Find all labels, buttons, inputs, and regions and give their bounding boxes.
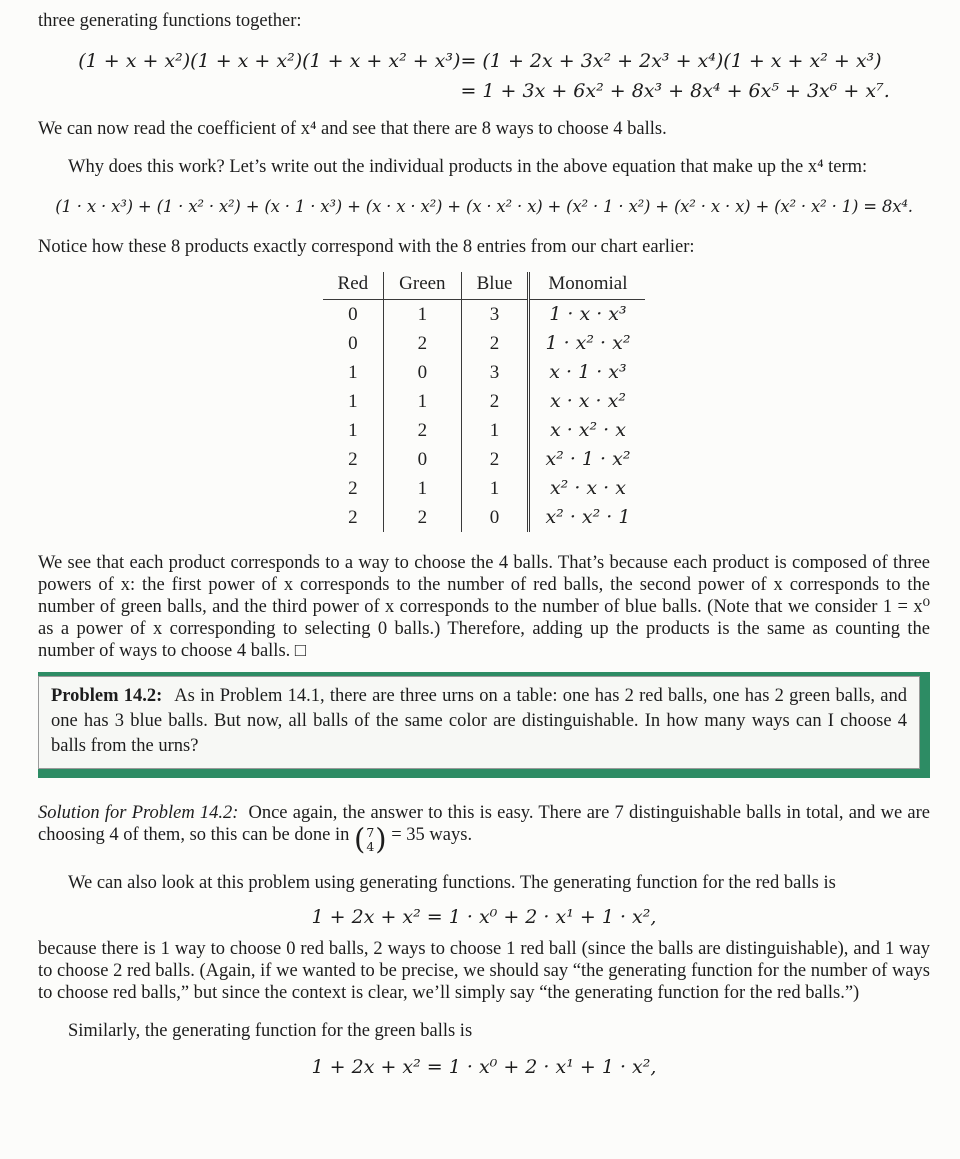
cell-green: 2 [384, 503, 461, 532]
binomial-stack [365, 826, 375, 854]
solution-paragraph [38, 802, 930, 854]
para-coefficient: We can now read the coefficient of x⁴ and see that there are 8 ways to choose 4 balls. [38, 119, 667, 139]
cell-monomial: x · 1 · x³ [529, 358, 646, 387]
equation-eight-products: (1 · x · x³) + (1 · x² · x²) + (x · 1 · x³) + (x · x · x²) + (x · x² · x) + (x² · 1 · x²) + (x² · x · x) + (x² · x² · 1) = 8x⁴. [55, 197, 913, 216]
cell-red: 1 [323, 416, 384, 445]
para-notice: Notice how these 8 products exactly correspond with the 8 entries from our chart earlier: [38, 237, 695, 257]
table-row [323, 416, 646, 445]
table-row [323, 358, 646, 387]
table-row [323, 329, 646, 358]
binomial-bottom: 4 [366, 838, 375, 854]
cell-monomial: x · x² · x [529, 416, 646, 445]
solution-text-after: = 35 ways. [386, 825, 473, 845]
cell-blue: 2 [489, 449, 500, 470]
table-header-row [323, 272, 646, 300]
equation-product-expansion [38, 46, 930, 106]
binomial-close-paren: ) [375, 822, 387, 856]
column-header-monomial: Monomial [529, 272, 646, 300]
cell-red: 2 [323, 474, 384, 503]
para-wesee: We see that each product corresponds to a way to choose the 4 balls. That’s because each product is composed of three powers of x: the first power of x corresponds to the number of red balls, the second power of x corresponds to the number of green balls, and the third power of x corresponds to the number of blue balls. (Note that we consider 1 = x⁰ as a power of x corresponding to selecting 0 balls.) Therefore, adding up the products is the same as counting the number of ways to choose 4 balls. □ [38, 553, 930, 661]
problem-box [38, 676, 920, 769]
cell-green: 1 [384, 300, 461, 330]
equation-rhs-line1: = (1 + 2x + 3x² + 2x³ + x⁴)(1 + x + x² + x³) [460, 50, 882, 72]
cell-blue: 1 [489, 478, 500, 499]
cell-red: 0 [323, 300, 384, 330]
cell-blue: 0 [489, 507, 500, 528]
cell-blue: 3 [489, 362, 500, 383]
problem-label: Problem 14.2: [51, 686, 163, 706]
cell-monomial: x² · x · x [529, 474, 646, 503]
column-header-blue: Blue [461, 272, 529, 300]
equation-red-gf: 1 + 2x + x² = 1 · x⁰ + 2 · x¹ + 1 · x², [311, 906, 657, 928]
cell-blue: 3 [489, 304, 500, 325]
cell-green: 0 [384, 445, 461, 474]
cell-green: 0 [384, 358, 461, 387]
table-row [323, 503, 646, 532]
cell-blue: 2 [489, 391, 500, 412]
cell-green: 2 [384, 416, 461, 445]
solution-label: Solution for Problem 14.2: [38, 803, 239, 823]
problem-text: As in Problem 14.1, there are three urns on a table: one has 2 red balls, one has 2 green balls, and one has 3 blue balls. But now, all balls of the same color are distinguishable. In how many ways can I choose 4 balls from the urns? [51, 686, 908, 756]
table-row [323, 445, 646, 474]
cell-green: 2 [384, 329, 461, 358]
cell-blue: 2 [489, 333, 500, 354]
para-similarly: Similarly, the generating function for the green balls is [68, 1021, 473, 1041]
cell-green: 1 [384, 387, 461, 416]
cell-monomial: 1 · x² · x² [529, 329, 646, 358]
intro-line: three generating functions together: [38, 11, 302, 31]
cell-red: 0 [323, 329, 384, 358]
ball-choice-table [323, 272, 646, 532]
column-header-red: Red [323, 272, 384, 300]
table-row [323, 387, 646, 416]
cell-monomial: 1 · x · x³ [529, 300, 646, 330]
equation-spacer [78, 76, 460, 106]
equation-rhs-line2: = 1 + 3x + 6x² + 8x³ + 8x⁴ + 6x⁵ + 3x⁶ + x⁷. [460, 80, 890, 102]
table-header [323, 272, 646, 300]
cell-red: 1 [323, 358, 384, 387]
cell-monomial: x² · 1 · x² [529, 445, 646, 474]
column-header-green: Green [384, 272, 461, 300]
cell-red: 2 [323, 445, 384, 474]
equation-green-gf: 1 + 2x + x² = 1 · x⁰ + 2 · x¹ + 1 · x², [311, 1056, 657, 1078]
table-body [323, 300, 646, 533]
cell-red: 1 [323, 387, 384, 416]
cell-red: 2 [323, 503, 384, 532]
para-why: Why does this work? Let’s write out the individual products in the above equation that make up the x⁴ term: [68, 157, 868, 177]
solution-text-before: Once again, the answer to this is easy. There are 7 distinguishable balls in total, and we are choosing 4 of them, so this can be done in [38, 803, 930, 845]
equation-lhs: (1 + x + x²)(1 + x + x²)(1 + x + x² + x³) [78, 50, 461, 72]
para-because: because there is 1 way to choose 0 red balls, 2 ways to choose 1 red ball (since the balls are distinguishable), and 1 way to choose 2 red balls. (Again, if we wanted to be precise, we should say “the generating function for the number of ways to choose red balls,” but since the context is clear, we’ll simply say “the generating function for the red balls.”) [38, 939, 930, 1003]
cell-blue: 1 [489, 420, 500, 441]
cell-green: 1 [384, 474, 461, 503]
binomial-top: 7 [366, 824, 375, 840]
problem-box-shadow [38, 672, 930, 778]
problem-statement [51, 684, 907, 759]
table-row [323, 300, 646, 330]
para-also: We can also look at this problem using generating functions. The generating function for the red balls is [68, 873, 836, 893]
binomial-coefficient [354, 822, 387, 856]
binomial-open-paren: ( [354, 822, 366, 856]
cell-monomial: x · x · x² [529, 387, 646, 416]
cell-monomial: x² · x² · 1 [529, 503, 646, 532]
table-row [323, 474, 646, 503]
